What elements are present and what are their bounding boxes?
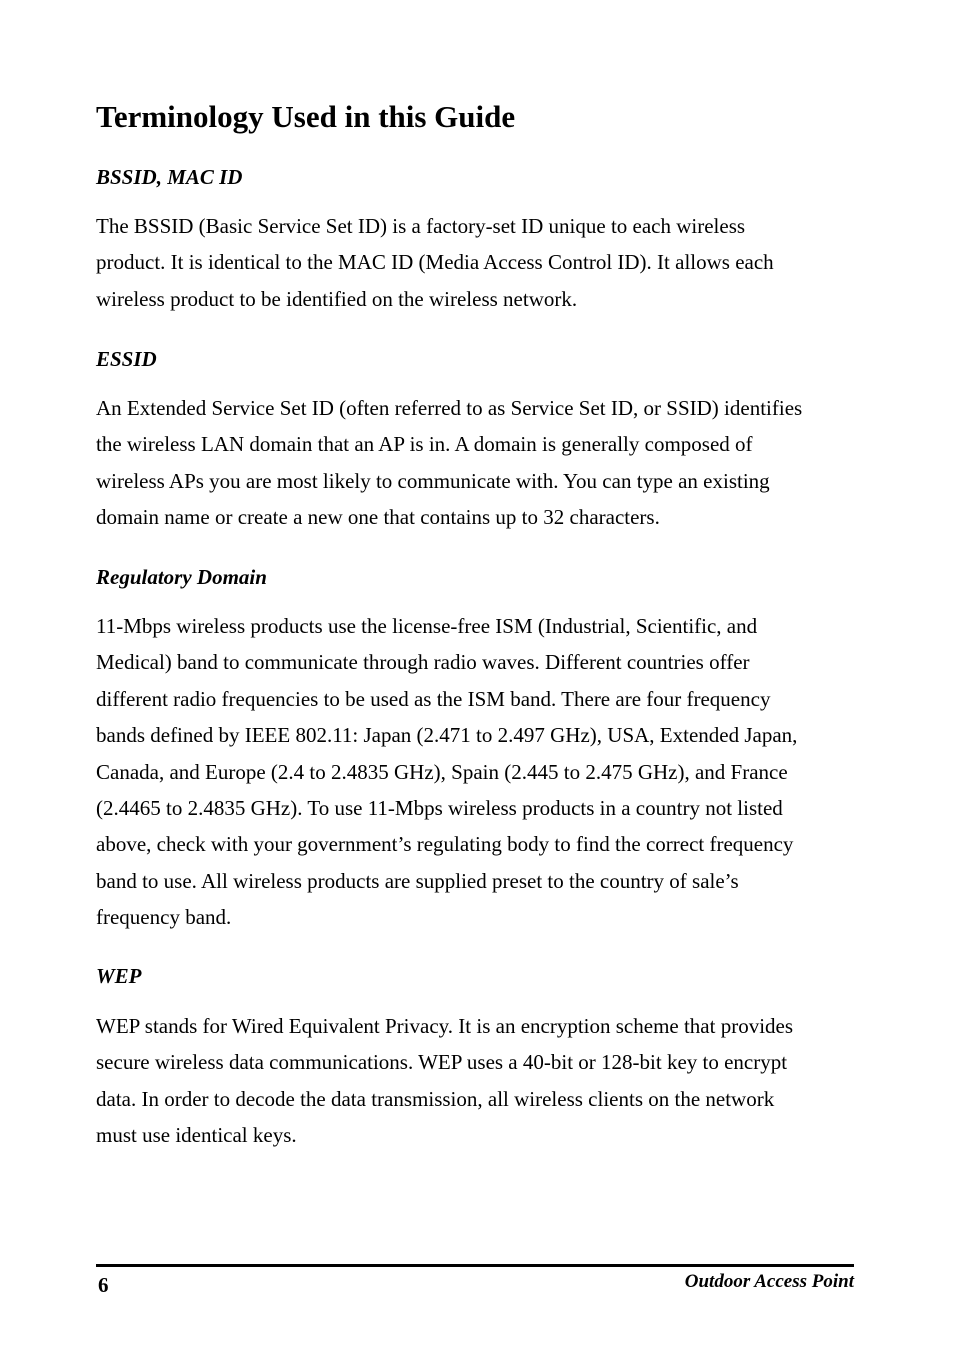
paragraph-line: domain name or create a new one that contains up to 32 characters. [96,505,660,530]
paragraph-line: Medical) band to communicate through radio waves. Different countries offer [96,650,750,675]
paragraph-line: 11-Mbps wireless products use the license-free ISM (Industrial, Scientific, and [96,614,758,638]
paragraph-line: The BSSID (Basic Service Set ID) is a factory-set ID unique to each wireless [96,214,746,238]
paragraph-line: bands defined by IEEE 802.11: Japan (2.471 to 2.497 GHz), USA, Extended Japan, [96,723,798,748]
paragraph-regulatory-domain [96,608,876,936]
section-heading-bssid: BSSID, MAC ID [96,165,243,189]
paragraph-line: product. It is identical to the MAC ID (Media Access Control ID). It allows each [96,250,774,275]
paragraph-line: An Extended Service Set ID (often referred to as Service Set ID, or SSID) identifies [96,396,803,420]
paragraph-line: frequency band. [96,905,232,930]
page-number: 6 [98,1273,109,1297]
paragraph-line: WEP stands for Wired Equivalent Privacy. It is an encryption scheme that provides [96,1014,794,1038]
paragraph-line: different radio frequencies to be used as the ISM band. There are four frequency [96,686,771,711]
paragraph-line: wireless APs you are most likely to communicate with. You can type an existing [96,468,770,493]
paragraph-line: Canada, and Europe (2.4 to 2.4835 GHz), Spain (2.445 to 2.475 GHz), and France [96,759,788,784]
paragraph-line: band to use. All wireless products are supplied preset to the country of sale’s [96,868,739,893]
paragraph-line: the wireless LAN domain that an AP is in. A domain is generally composed of [96,432,753,457]
section-heading-essid: ESSID [96,347,157,371]
footer-divider [96,1264,854,1267]
paragraph-wep [96,1008,876,1154]
page-title: Terminology Used in this Guide [96,99,516,134]
paragraph-line: (2.4465 to 2.4835 GHz). To use 11-Mbps wireless products in a country not listed [96,796,783,821]
paragraph-line: wireless product to be identified on the wireless network. [96,286,578,311]
paragraph-bssid [96,208,876,317]
paragraph-line: must use identical keys. [96,1123,297,1148]
section-heading-wep: WEP [96,964,142,988]
footer-document-title: Outdoor Access Point [684,1271,854,1292]
section-heading-regulatory-domain: Regulatory Domain [96,565,267,589]
paragraph-line: above, check with your government’s regulating body to find the correct frequency [96,832,794,857]
paragraph-line: data. In order to decode the data transmission, all wireless clients on the network [96,1086,775,1111]
paragraph-essid [96,390,876,536]
paragraph-line: secure wireless data communications. WEP uses a 40-bit or 128-bit key to encrypt [96,1050,788,1075]
